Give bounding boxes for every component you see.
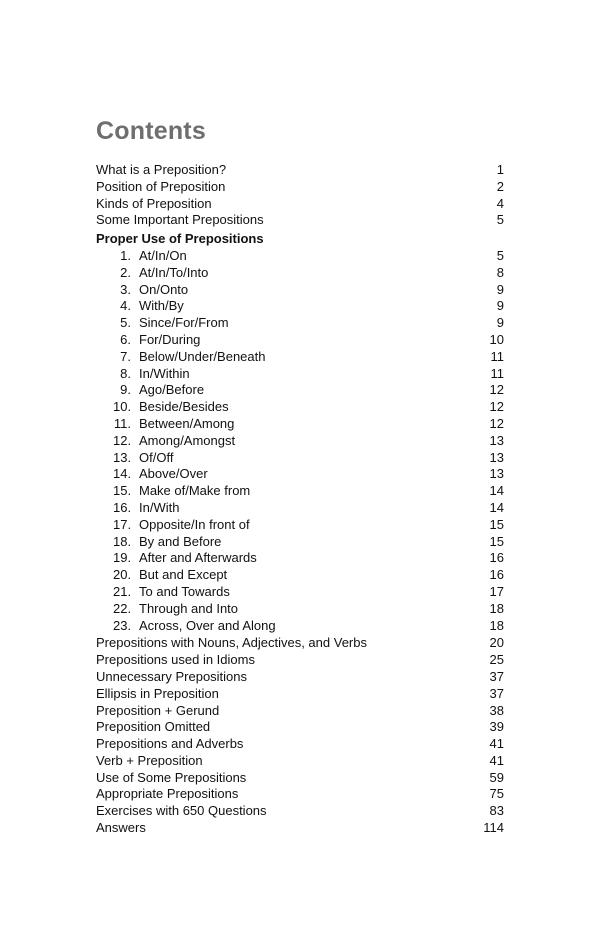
toc-entry-label: Among/Amongst: [139, 432, 236, 448]
toc-sub-entry[interactable]: [96, 265, 504, 282]
toc-sub-entry[interactable]: [96, 349, 504, 366]
toc-entry-number: 12.: [113, 432, 132, 448]
toc-entry-label: Through and Into: [139, 600, 239, 616]
toc-entry-page-number: 20: [489, 635, 504, 651]
toc-entry-label: Some Important Prepositions: [96, 212, 264, 228]
toc-entry-number: 2.: [120, 264, 131, 280]
toc-sub-entry[interactable]: [96, 282, 504, 299]
toc-entry[interactable]: [96, 635, 504, 652]
toc-sub-entry[interactable]: [96, 550, 504, 567]
toc-sub-entry[interactable]: [96, 466, 504, 483]
toc-entry-label: Unnecessary Prepositions: [96, 668, 248, 684]
toc-entry-label: Appropriate Prepositions: [96, 786, 239, 802]
toc-entry-page-number: 9: [496, 315, 504, 331]
toc-entry-label: Verb + Preposition: [96, 752, 203, 768]
toc-entry-label: Above/Over: [139, 466, 208, 482]
toc-entry[interactable]: [96, 212, 504, 229]
toc-entry-label: By and Before: [139, 533, 222, 549]
toc-sub-entry[interactable]: [96, 534, 504, 551]
toc-entry-label: Ago/Before: [139, 382, 205, 398]
toc-entry-label: In/With: [139, 499, 180, 515]
toc-entry-page-number: 25: [489, 652, 504, 668]
toc-entry[interactable]: [96, 196, 504, 213]
toc-entry-label: At/In/On: [139, 247, 187, 263]
toc-entry-number: 14.: [113, 466, 132, 482]
toc-entry-page-number: 1: [496, 162, 504, 177]
toc-entry-number: 4.: [120, 298, 131, 314]
toc-sub-entry[interactable]: [96, 248, 504, 265]
toc-entry[interactable]: [96, 786, 504, 803]
toc-entry-number: 3.: [120, 281, 131, 297]
toc-entry-page-number: 10: [489, 331, 504, 347]
toc-entry-label: At/In/To/Into: [139, 264, 209, 280]
toc-entry-page-number: 41: [489, 736, 504, 752]
toc-entry-label: Since/For/From: [139, 315, 229, 331]
toc-entry-number: 16.: [113, 499, 132, 515]
toc-entry[interactable]: [96, 736, 504, 753]
toc-entry-label: Between/Among: [139, 415, 235, 431]
toc-entry[interactable]: [96, 162, 504, 179]
toc-entry-page-number: 8: [496, 264, 504, 280]
toc-entry-label: On/Onto: [139, 281, 189, 297]
toc-entry-page-number: 18: [489, 617, 504, 633]
toc-entry-page-number: 13: [489, 432, 504, 448]
toc-entry[interactable]: [96, 820, 504, 837]
toc-sub-entry[interactable]: [96, 366, 504, 383]
toc-entry-page-number: 37: [489, 668, 504, 684]
toc-entry-label: What is a Preposition?: [96, 162, 227, 177]
toc-entry-page-number: 5: [496, 212, 504, 228]
toc-sub-entry[interactable]: [96, 584, 504, 601]
toc-entry-label: Position of Preposition: [96, 178, 226, 194]
toc-entry-label: Below/Under/Beneath: [139, 348, 266, 364]
toc-entry-label: Make of/Make from: [139, 483, 251, 499]
toc-entry-number: 15.: [113, 483, 132, 499]
toc-entry-label: Preposition Omitted: [96, 719, 211, 735]
toc-entry-number: 17.: [113, 516, 132, 532]
toc-sub-entry[interactable]: [96, 298, 504, 315]
toc-entry-number: 8.: [120, 365, 131, 381]
toc-entry-number: 18.: [113, 533, 132, 549]
toc-entry-number: 6.: [120, 331, 131, 347]
toc-entry[interactable]: [96, 803, 504, 820]
toc-entry-page-number: 37: [489, 685, 504, 701]
toc-entry-page-number: 5: [496, 247, 504, 263]
toc-sub-entry[interactable]: [96, 483, 504, 500]
toc-entry-page-number: 12: [489, 399, 504, 415]
toc-entry-page-number: 59: [489, 769, 504, 785]
toc-entry-page-number: 15: [489, 516, 504, 532]
toc-entry-page-number: 11: [490, 365, 504, 381]
toc-entry-page-number: 114: [483, 820, 504, 836]
toc-entry-page-number: 12: [489, 415, 504, 431]
toc-entry-number: 7.: [120, 348, 131, 364]
toc-entry-label: Preposition + Gerund: [96, 702, 220, 718]
toc-entry-page-number: 11: [490, 348, 504, 364]
toc-entry[interactable]: [96, 669, 504, 686]
toc-sub-entry[interactable]: [96, 500, 504, 517]
toc-entry-label: Prepositions and Adverbs: [96, 736, 244, 752]
toc-entry-label: Beside/Besides: [139, 399, 229, 415]
toc-entry-page-number: 16: [489, 550, 504, 566]
toc-entry-page-number: 13: [489, 466, 504, 482]
toc-entry-number: 13.: [113, 449, 132, 465]
toc-entry-number: 23.: [113, 617, 132, 633]
toc-entry-number: 10.: [113, 399, 132, 415]
toc-entry[interactable]: [96, 753, 504, 770]
toc-entry-label: Across, Over and Along: [139, 617, 276, 633]
page-title: Contents: [96, 117, 206, 145]
section-heading-label: Proper Use of Prepositions: [96, 231, 264, 247]
toc-sub-entry[interactable]: [96, 450, 504, 467]
toc-entry-label: Answers: [96, 820, 146, 836]
toc-entry-number: 22.: [113, 600, 132, 616]
toc-entry-page-number: 9: [496, 281, 504, 297]
toc-entry-label: To and Towards: [139, 583, 230, 599]
toc-entry-page-number: 12: [489, 382, 504, 398]
toc-entry-label: After and Afterwards: [139, 550, 257, 566]
toc-entry-label: Of/Off: [139, 449, 174, 465]
toc-entry-page-number: 83: [489, 803, 504, 819]
toc-entry-label: For/During: [139, 331, 201, 347]
toc-entry-label: With/By: [139, 298, 184, 314]
toc-entry-number: 1.: [120, 247, 131, 263]
toc-entry-number: 19.: [113, 550, 132, 566]
toc-entry-label: Prepositions used in Idioms: [96, 652, 255, 668]
toc-sub-entry[interactable]: [96, 399, 504, 416]
toc-entry-number: 20.: [113, 567, 132, 583]
toc-entry-page-number: 16: [489, 567, 504, 583]
toc-entry[interactable]: [96, 686, 504, 703]
toc-entry-page-number: 14: [489, 483, 504, 499]
toc-sub-entry[interactable]: [96, 517, 504, 534]
toc-sub-entry[interactable]: [96, 618, 504, 635]
toc-entry-label: Use of Some Prepositions: [96, 769, 247, 785]
toc-entry-number: 9.: [120, 382, 131, 398]
toc-sub-entry[interactable]: [96, 332, 504, 349]
toc-entry[interactable]: [96, 652, 504, 669]
toc-entry-page-number: 14: [489, 499, 504, 515]
toc-entry-label: Prepositions with Nouns, Adjectives, and Verbs: [96, 635, 367, 651]
toc-entry-number: 21.: [113, 583, 132, 599]
toc-entry-page-number: 2: [496, 178, 504, 194]
toc-entry-page-number: 39: [489, 719, 504, 735]
toc-section-heading: [96, 231, 504, 248]
toc-entry-page-number: 4: [496, 195, 504, 211]
toc-entry-label: In/Within: [139, 365, 190, 381]
toc-entry[interactable]: [96, 719, 504, 736]
toc-entry-label: Kinds of Preposition: [96, 195, 212, 211]
toc-entry-label: Opposite/In front of: [139, 516, 250, 532]
toc-entry-label: But and Except: [139, 567, 228, 583]
toc-entry-number: 11.: [113, 415, 131, 431]
toc-entry-page-number: 75: [489, 786, 504, 802]
toc-entry-page-number: 38: [489, 702, 504, 718]
toc-entry[interactable]: [96, 179, 504, 196]
toc-sub-entry[interactable]: [96, 601, 504, 618]
toc-entry-number: 5.: [120, 315, 131, 331]
toc-sub-entry[interactable]: [96, 433, 504, 450]
toc-sub-entry[interactable]: [96, 382, 504, 399]
toc-entry-page-number: 17: [489, 583, 504, 599]
toc-sub-entry[interactable]: [96, 416, 504, 433]
toc-entry[interactable]: [96, 770, 504, 787]
toc-entry-page-number: 13: [489, 449, 504, 465]
table-of-contents: [96, 162, 504, 837]
toc-entry-page-number: 41: [489, 752, 504, 768]
toc-sub-entry[interactable]: [96, 315, 504, 332]
toc-entry[interactable]: [96, 703, 504, 720]
toc-entry-page-number: 9: [496, 298, 504, 314]
toc-entry-label: Exercises with 650 Questions: [96, 803, 267, 819]
toc-entry-page-number: 18: [489, 600, 504, 616]
toc-sub-entry[interactable]: [96, 567, 504, 584]
toc-entry-label: Ellipsis in Preposition: [96, 685, 219, 701]
toc-entry-page-number: 15: [489, 533, 504, 549]
